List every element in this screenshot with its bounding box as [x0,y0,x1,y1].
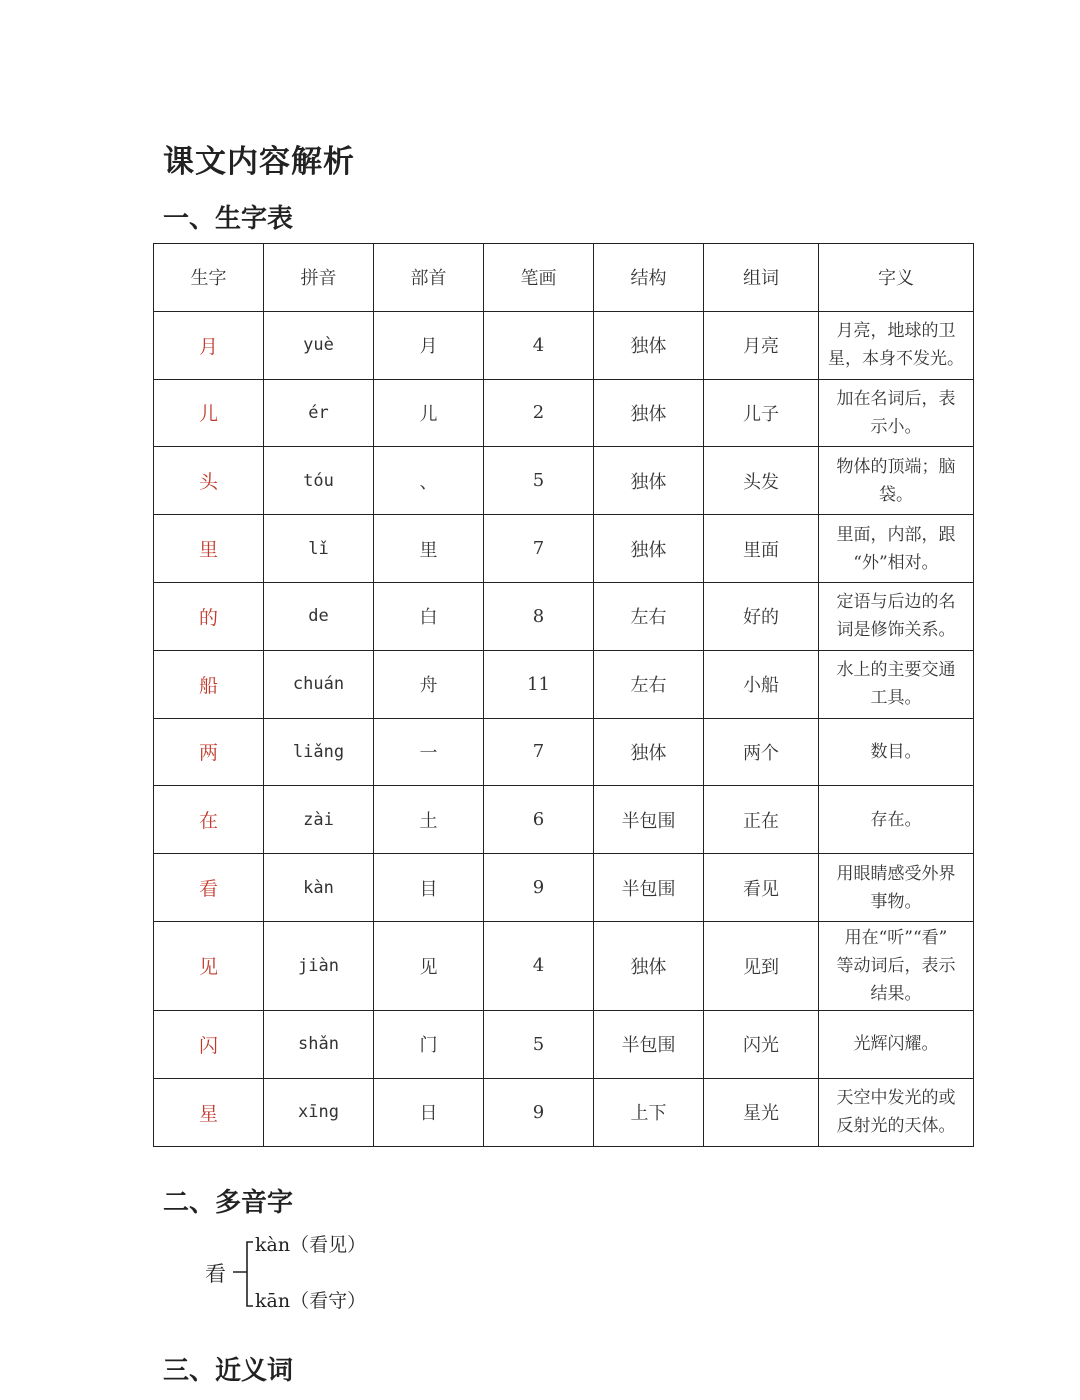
cell-word: 星光 [704,1078,819,1146]
cell-radical: 一 [374,718,484,786]
cell-structure: 左右 [594,650,704,718]
cell-pinyin: de [264,582,374,650]
cell-strokes: 9 [484,1078,594,1146]
meaning-line: 月亮，地球的卫 [836,321,956,342]
cell-char: 看 [154,854,264,922]
cell-pinyin: ér [264,379,374,447]
cell-radical: 儿 [374,379,484,447]
table-row [154,1078,974,1146]
cell-structure: 独体 [594,718,704,786]
cell-char: 头 [154,447,264,515]
polyphone-reading: kàn（看见） [255,1234,367,1256]
cell-radical: 见 [374,921,484,1010]
cell-meaning [819,515,974,583]
cell-char: 月 [154,311,264,379]
table-row [154,515,974,583]
table-row [154,447,974,515]
meaning-line: 水上的主要交通 [836,660,956,681]
table-row [154,650,974,718]
cell-radical: 舟 [374,650,484,718]
cell-meaning [819,1078,974,1146]
cell-strokes: 8 [484,582,594,650]
cell-strokes: 6 [484,786,594,854]
meaning-line: 数目。 [870,741,922,762]
header-char: 生字 [154,244,264,312]
cell-pinyin: jiàn [264,921,374,1010]
brace-icon [231,1230,257,1312]
cell-char: 里 [154,515,264,583]
table-header-row [154,244,974,312]
cell-radical: 门 [374,1010,484,1078]
meaning-line: 加在名词后，表 [836,388,956,409]
meaning-line: 星，本身不发光。 [828,349,964,370]
table-row [154,1010,974,1078]
meaning-line: 定语与后边的名 [836,592,956,613]
cell-word: 两个 [704,718,819,786]
cell-char: 儿 [154,379,264,447]
cell-radical: 月 [374,311,484,379]
meaning-line: 工具。 [870,688,922,709]
cell-word: 里面 [704,515,819,583]
cell-strokes: 9 [484,854,594,922]
cell-pinyin: zài [264,786,374,854]
meaning-line: 袋。 [879,484,913,505]
cell-char: 在 [154,786,264,854]
cell-meaning [819,786,974,854]
cell-word: 小船 [704,650,819,718]
cell-char: 闪 [154,1010,264,1078]
cell-radical: 白 [374,582,484,650]
meaning-line: 词是修饰关系。 [836,620,956,641]
cell-meaning [819,854,974,922]
table-row [154,379,974,447]
cell-strokes: 7 [484,718,594,786]
meaning-line: 用在“听”“看” [844,927,948,948]
cell-pinyin: tóu [264,447,374,515]
cell-meaning [819,447,974,515]
cell-pinyin: shǎn [264,1010,374,1078]
cell-meaning [819,921,974,1010]
meaning-line: 结果。 [870,983,922,1004]
header-strokes: 笔画 [484,244,594,312]
cell-strokes: 4 [484,311,594,379]
polyphone-reading: kān（看守） [255,1290,367,1312]
cell-char: 的 [154,582,264,650]
cell-structure: 独体 [594,379,704,447]
cell-char: 两 [154,718,264,786]
header-structure: 结构 [594,244,704,312]
section-heading-synonyms: 三、近义词 [163,1356,294,1386]
header-word: 组词 [704,244,819,312]
meaning-line: 反射光的天体。 [836,1116,956,1137]
section-heading-vocab-table: 一、生字表 [163,204,294,234]
meaning-line: 存在。 [870,809,922,830]
polyphone-diagram [205,1230,505,1320]
cell-structure: 半包围 [594,854,704,922]
meaning-line: 天空中发光的或 [836,1088,956,1109]
cell-word: 儿子 [704,379,819,447]
cell-meaning [819,379,974,447]
header-radical: 部首 [374,244,484,312]
cell-pinyin: kàn [264,854,374,922]
cell-word: 见到 [704,921,819,1010]
table-row [154,786,974,854]
cell-strokes: 11 [484,650,594,718]
cell-structure: 独体 [594,311,704,379]
cell-char: 星 [154,1078,264,1146]
cell-pinyin: chuán [264,650,374,718]
cell-pinyin: xīng [264,1078,374,1146]
cell-word: 头发 [704,447,819,515]
meaning-line: 等动词后，表示 [836,955,956,976]
cell-char: 见 [154,921,264,1010]
cell-pinyin: yuè [264,311,374,379]
cell-word: 正在 [704,786,819,854]
cell-strokes: 2 [484,379,594,447]
cell-radical: 目 [374,854,484,922]
cell-structure: 上下 [594,1078,704,1146]
table-row [154,582,974,650]
cell-char: 船 [154,650,264,718]
section-heading-polyphone: 二、多音字 [163,1188,294,1218]
cell-radical: 里 [374,515,484,583]
table-row [154,718,974,786]
table-row [154,921,974,1010]
cell-structure: 独体 [594,515,704,583]
header-pinyin: 拼音 [264,244,374,312]
meaning-line: 用眼睛感受外界 [836,863,956,884]
cell-radical: 日 [374,1078,484,1146]
cell-word: 好的 [704,582,819,650]
cell-meaning [819,718,974,786]
cell-structure: 半包围 [594,1010,704,1078]
cell-structure: 左右 [594,582,704,650]
cell-structure: 独体 [594,447,704,515]
cell-pinyin: lǐ [264,515,374,583]
cell-word: 看见 [704,854,819,922]
meaning-line: 事物。 [870,891,922,912]
meaning-line: “外”相对。 [853,552,939,573]
cell-pinyin: liǎng [264,718,374,786]
meaning-line: 光辉闪耀。 [853,1034,939,1055]
cell-radical: 土 [374,786,484,854]
document-title: 课文内容解析 [163,144,355,180]
cell-structure: 半包围 [594,786,704,854]
meaning-line: 里面，内部，跟 [836,524,956,545]
meaning-line: 物体的顶端；脑 [836,456,956,477]
cell-radical: 、 [374,447,484,515]
table-row [154,311,974,379]
cell-strokes: 7 [484,515,594,583]
cell-strokes: 5 [484,1010,594,1078]
cell-meaning [819,311,974,379]
cell-strokes: 5 [484,447,594,515]
cell-meaning [819,582,974,650]
table-row [154,854,974,922]
polyphone-char: 看 [205,1262,226,1286]
table-body [154,311,974,1146]
cell-meaning [819,650,974,718]
meaning-line: 示小。 [870,416,922,437]
vocab-table [153,243,974,1147]
cell-structure: 独体 [594,921,704,1010]
cell-word: 月亮 [704,311,819,379]
cell-meaning [819,1010,974,1078]
header-meaning: 字义 [819,244,974,312]
cell-strokes: 4 [484,921,594,1010]
cell-word: 闪光 [704,1010,819,1078]
